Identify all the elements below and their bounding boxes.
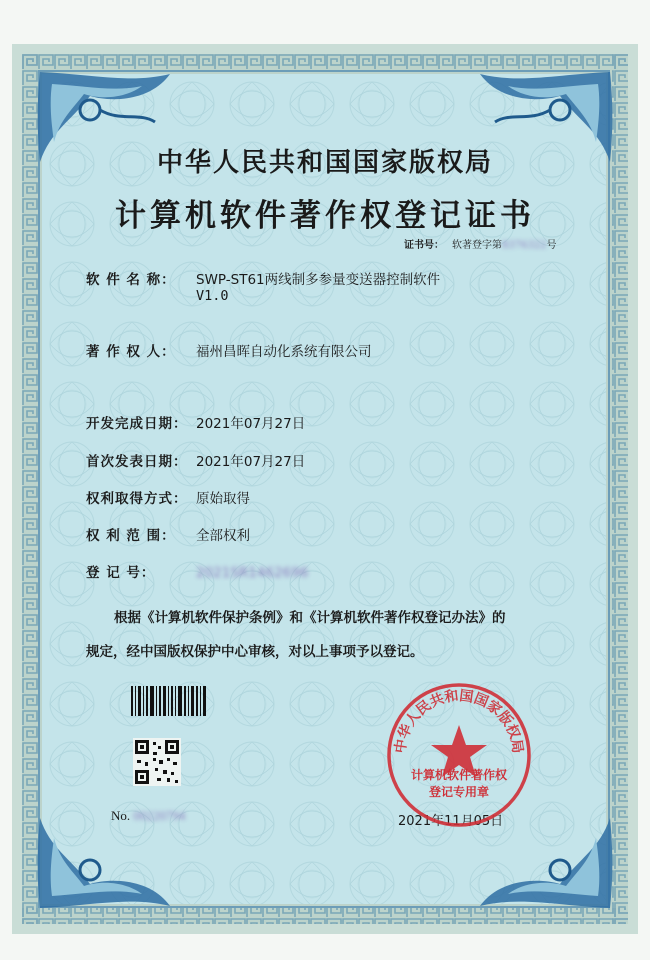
certificate-number-suffix: 号: [546, 240, 557, 251]
seal-line1: 计算机软件著作权: [410, 768, 507, 782]
body-paragraph-line1: 根据《计算机软件保护条例》和《计算机软件著作权登记办法》的: [114, 610, 506, 626]
issuing-authority: 中华人民共和国国家版权局: [156, 148, 493, 178]
certificate-number-prefix: 软著登字第: [452, 240, 502, 251]
acquisition-row: [86, 487, 250, 507]
scope-row: [86, 524, 250, 544]
certificate-number: [404, 236, 557, 251]
pub-date-label: 首次发表日期：: [86, 454, 188, 470]
barcode-icon: [131, 686, 207, 716]
body-paragraph-line2: 规定，经中国版权保护中心审核，对以上事项予以登记。: [86, 644, 424, 660]
qr-code-icon: [133, 738, 181, 786]
acquisition-value: 原始取得: [196, 491, 250, 507]
registration-value: 2021SR1462696: [196, 565, 309, 581]
software-version-value: V1.0: [196, 288, 229, 304]
seal-line2: 登记专用章: [428, 785, 489, 799]
dev-date-value: 2021年07月27日: [196, 416, 306, 432]
pub-date-row: [86, 450, 305, 470]
dev-date-label: 开发完成日期：: [86, 416, 188, 432]
serial-number: [111, 808, 185, 824]
serial-number-label: No.: [111, 808, 131, 823]
software-name-label: 软 件 名 称：: [86, 272, 176, 288]
seal-arc-text: 中华人民共和国国家版权局: [392, 688, 526, 755]
dev-date-row: [86, 412, 305, 432]
scope-value: 全部权利: [196, 528, 250, 544]
software-name-value: SWP-ST61两线制多参量变送器控制软件: [196, 272, 441, 288]
scope-label: 权 利 范 围：: [86, 528, 176, 544]
official-seal-stamp: [385, 681, 533, 829]
registration-row: [86, 561, 308, 581]
serial-number-value: 00220794: [133, 808, 186, 823]
software-name-row: [86, 268, 440, 288]
certificate-title: 计算机软件著作权登记证书: [115, 198, 535, 234]
owner-value: 福州昌晖自动化系统有限公司: [196, 344, 372, 360]
acquisition-label: 权利取得方式：: [86, 491, 188, 507]
owner-label: 著 作 权 人：: [86, 344, 176, 360]
certificate-number-value: 8376322: [502, 240, 547, 251]
certificate-number-label: 证书号：: [404, 240, 444, 251]
issue-date: 2021年11月05日: [398, 814, 504, 829]
corner-ornament-icon: [30, 808, 180, 918]
owner-row: [86, 340, 372, 360]
registration-label: 登 记 号：: [86, 565, 156, 581]
pub-date-value: 2021年07月27日: [196, 454, 306, 470]
